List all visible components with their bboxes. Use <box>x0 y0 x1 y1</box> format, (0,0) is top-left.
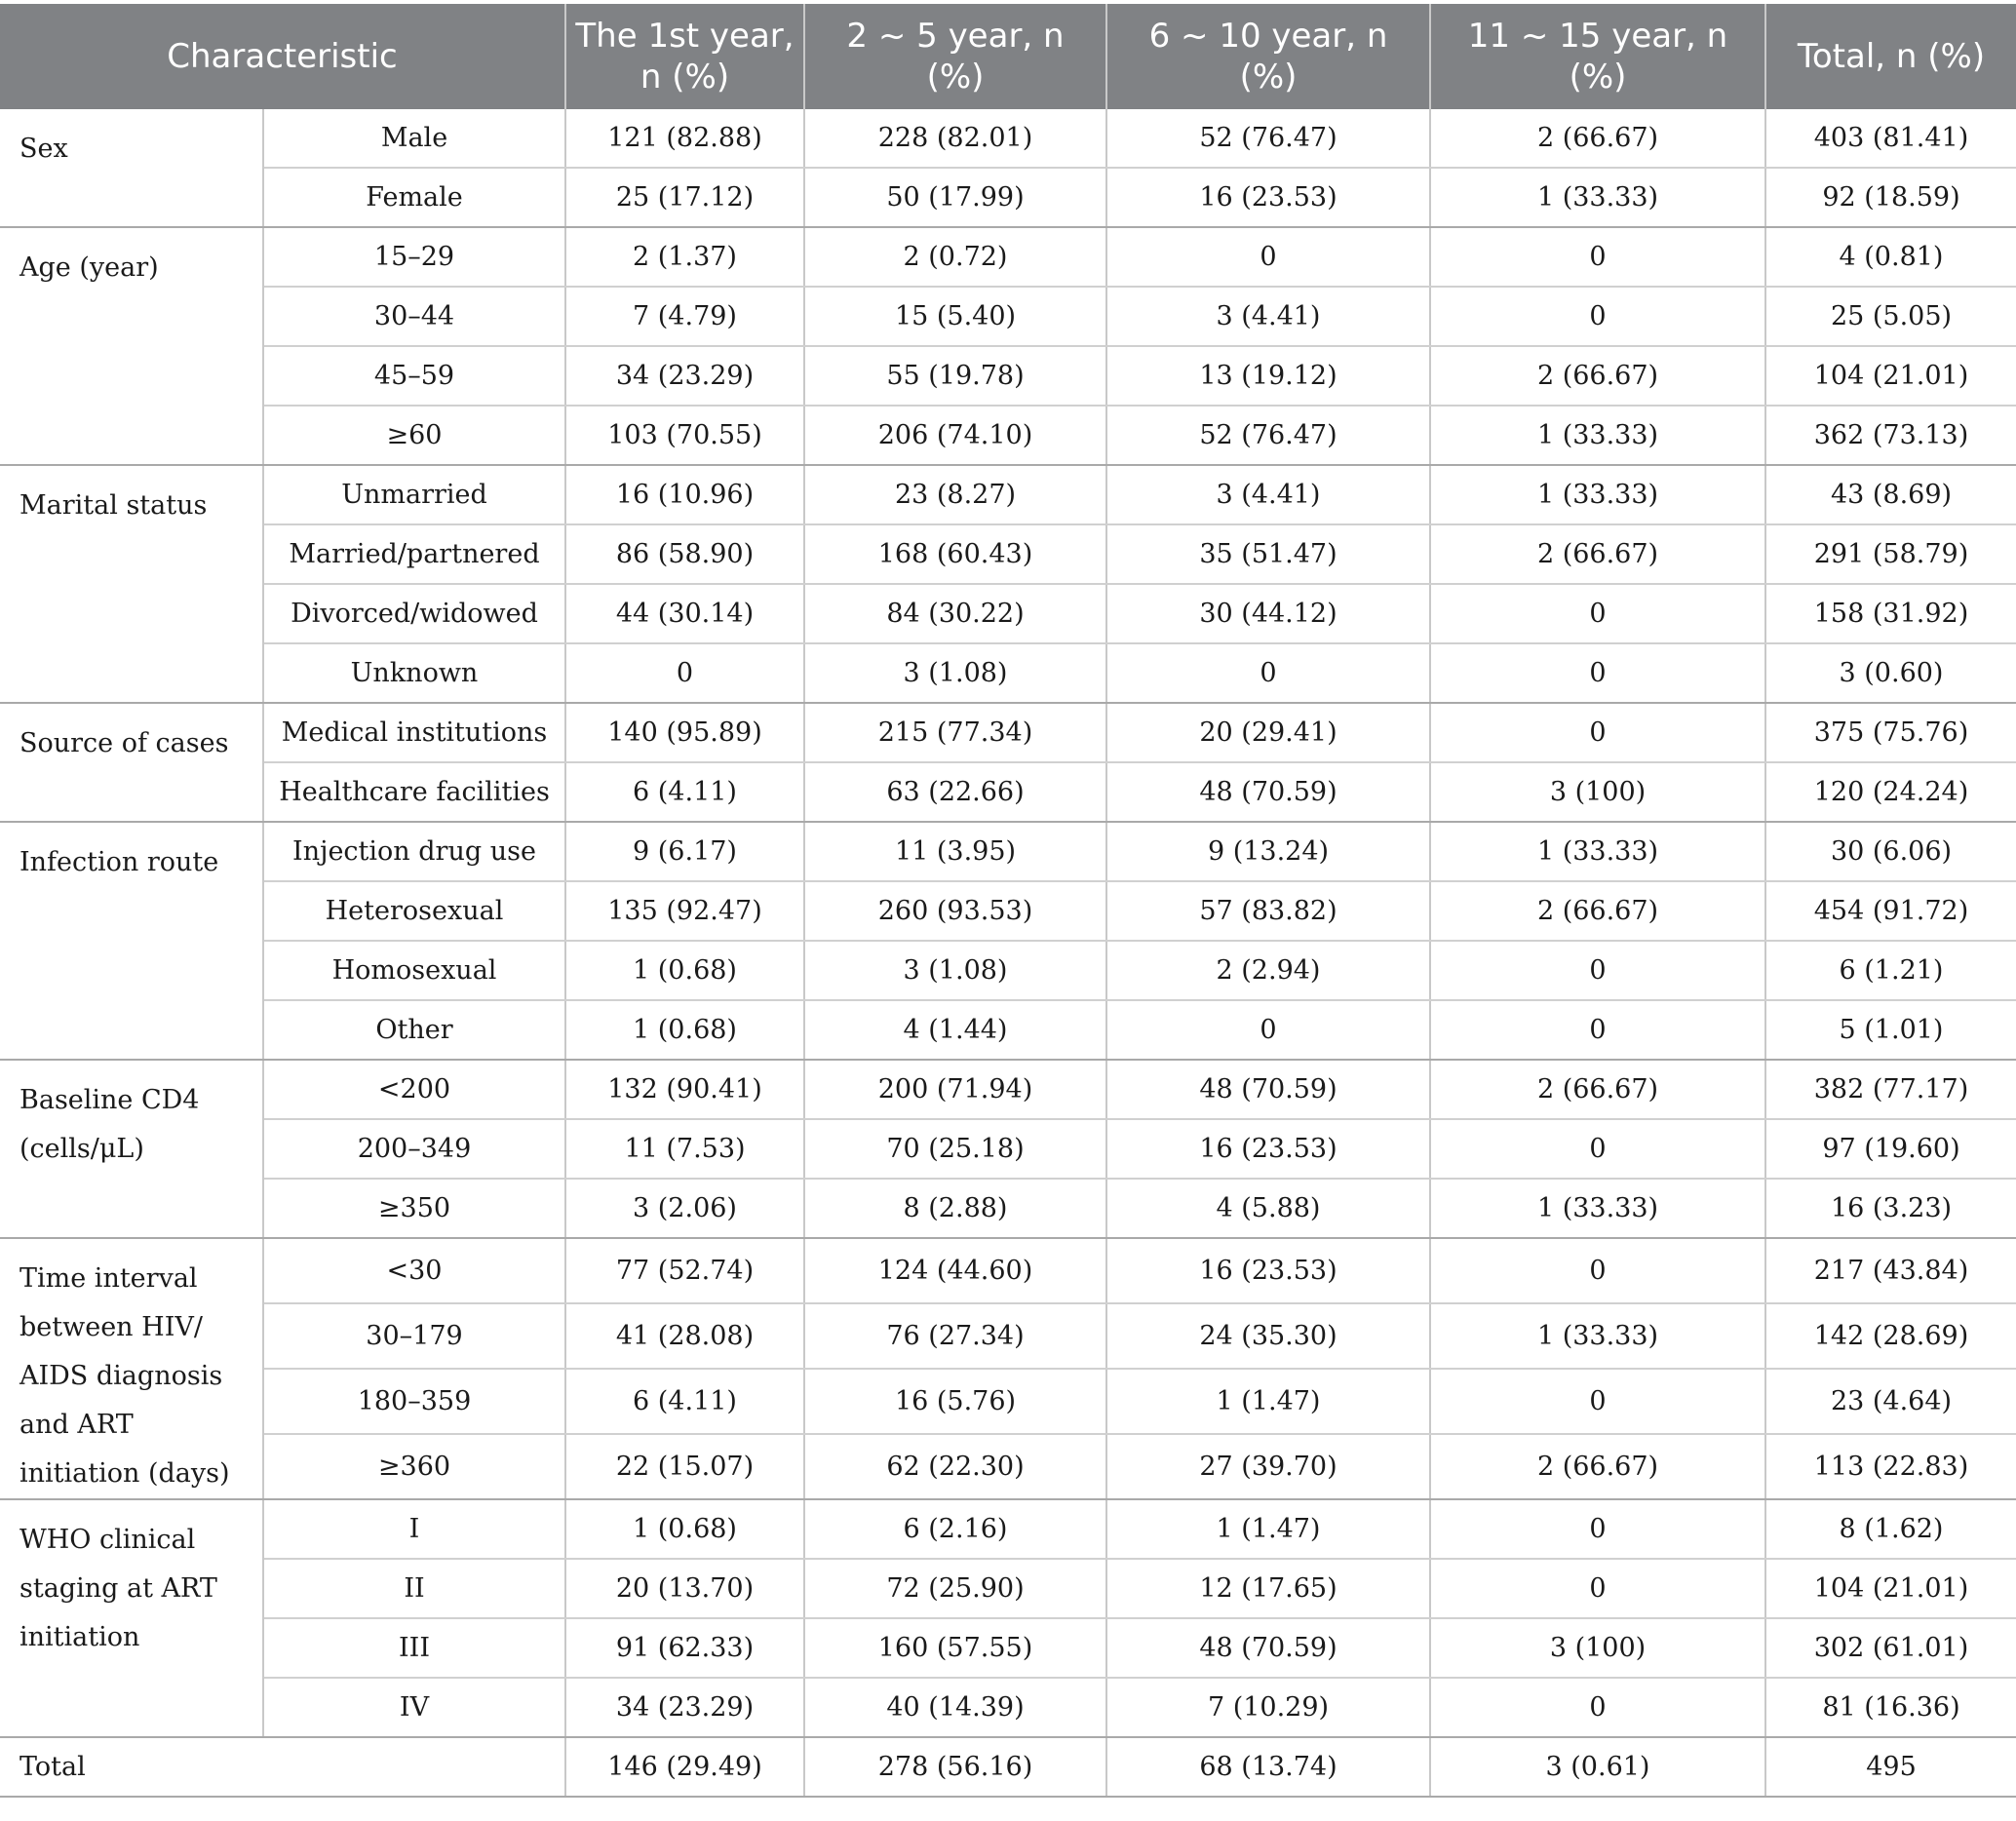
value-cell: 158 (31.92) <box>1765 584 2016 643</box>
value-cell: 2 (2.94) <box>1106 941 1430 1000</box>
value-cell: 3 (4.41) <box>1106 287 1430 346</box>
value-cell: 52 (76.47) <box>1106 109 1430 168</box>
value-cell: 48 (70.59) <box>1106 1618 1430 1678</box>
value-cell: 6 (2.16) <box>804 1499 1106 1559</box>
value-cell: 3 (100) <box>1430 1618 1765 1678</box>
value-cell: 72 (25.90) <box>804 1559 1106 1618</box>
subcategory-label: IV <box>263 1678 565 1737</box>
table-row <box>0 227 2016 287</box>
value-cell: 70 (25.18) <box>804 1119 1106 1179</box>
table-row <box>0 1303 2016 1369</box>
value-cell: 43 (8.69) <box>1765 465 2016 524</box>
value-cell: 57 (83.82) <box>1106 881 1430 941</box>
value-cell: 0 <box>1106 227 1430 287</box>
value-cell: 55 (19.78) <box>804 346 1106 406</box>
value-cell: 7 (4.79) <box>565 287 804 346</box>
value-cell: 1 (1.47) <box>1106 1499 1430 1559</box>
value-cell: 27 (39.70) <box>1106 1434 1430 1499</box>
table-body <box>0 109 2016 1797</box>
value-cell: 23 (4.64) <box>1765 1369 2016 1434</box>
value-cell: 0 <box>1430 1238 1765 1303</box>
value-cell: 16 (5.76) <box>804 1369 1106 1434</box>
table-row <box>0 584 2016 643</box>
header-row <box>0 4 2016 109</box>
value-cell: 76 (27.34) <box>804 1303 1106 1369</box>
subcategory-label: 30–44 <box>263 287 565 346</box>
total-value-cell: 146 (29.49) <box>565 1737 804 1797</box>
table-row <box>0 1559 2016 1618</box>
value-cell: 103 (70.55) <box>565 406 804 465</box>
subcategory-label: Other <box>263 1000 565 1060</box>
value-cell: 86 (58.90) <box>565 524 804 584</box>
value-cell: 168 (60.43) <box>804 524 1106 584</box>
value-cell: 120 (24.24) <box>1765 762 2016 822</box>
value-cell: 7 (10.29) <box>1106 1678 1430 1737</box>
value-cell: 6 (1.21) <box>1765 941 2016 1000</box>
total-value-cell: 495 <box>1765 1737 2016 1797</box>
table-row <box>0 524 2016 584</box>
category-label: Age (year) <box>0 227 263 465</box>
value-cell: 302 (61.01) <box>1765 1618 2016 1678</box>
value-cell: 8 (2.88) <box>804 1179 1106 1238</box>
value-cell: 6 (4.11) <box>565 762 804 822</box>
value-cell: 3 (0.60) <box>1765 643 2016 703</box>
table-row <box>0 346 2016 406</box>
value-cell: 0 <box>1430 703 1765 762</box>
value-cell: 375 (75.76) <box>1765 703 2016 762</box>
value-cell: 217 (43.84) <box>1765 1238 2016 1303</box>
header-total: Total, n (%) <box>1765 4 2016 109</box>
value-cell: 48 (70.59) <box>1106 762 1430 822</box>
value-cell: 4 (5.88) <box>1106 1179 1430 1238</box>
value-cell: 0 <box>1430 227 1765 287</box>
value-cell: 3 (4.41) <box>1106 465 1430 524</box>
header-characteristic: Characteristic <box>0 4 565 109</box>
subcategory-label: Divorced/widowed <box>263 584 565 643</box>
table-row <box>0 1238 2016 1303</box>
value-cell: 291 (58.79) <box>1765 524 2016 584</box>
value-cell: 13 (19.12) <box>1106 346 1430 406</box>
value-cell: 9 (6.17) <box>565 822 804 881</box>
table-row <box>0 1369 2016 1434</box>
value-cell: 2 (66.67) <box>1430 1060 1765 1119</box>
table-row <box>0 941 2016 1000</box>
value-cell: 16 (23.53) <box>1106 1238 1430 1303</box>
subcategory-label: Injection drug use <box>263 822 565 881</box>
total-value-cell: 68 (13.74) <box>1106 1737 1430 1797</box>
value-cell: 15 (5.40) <box>804 287 1106 346</box>
value-cell: 0 <box>1430 1559 1765 1618</box>
subcategory-label: Heterosexual <box>263 881 565 941</box>
value-cell: 0 <box>1430 1499 1765 1559</box>
table-row <box>0 1618 2016 1678</box>
value-cell: 0 <box>1106 1000 1430 1060</box>
value-cell: 8 (1.62) <box>1765 1499 2016 1559</box>
table-row <box>0 1678 2016 1737</box>
value-cell: 34 (23.29) <box>565 1678 804 1737</box>
category-label: Baseline CD4 (cells/μL) <box>0 1060 263 1238</box>
subcategory-label: 30–179 <box>263 1303 565 1369</box>
value-cell: 92 (18.59) <box>1765 168 2016 227</box>
value-cell: 0 <box>1430 1119 1765 1179</box>
subcategory-label: 180–359 <box>263 1369 565 1434</box>
total-value-cell: 278 (56.16) <box>804 1737 1106 1797</box>
value-cell: 16 (10.96) <box>565 465 804 524</box>
subcategory-label: <30 <box>263 1238 565 1303</box>
value-cell: 3 (2.06) <box>565 1179 804 1238</box>
table-row <box>0 1499 2016 1559</box>
value-cell: 2 (66.67) <box>1430 1434 1765 1499</box>
value-cell: 206 (74.10) <box>804 406 1106 465</box>
subcategory-label: 45–59 <box>263 346 565 406</box>
category-label: Source of cases <box>0 703 263 822</box>
value-cell: 48 (70.59) <box>1106 1060 1430 1119</box>
subcategory-label: Healthcare facilities <box>263 762 565 822</box>
category-label: Infection route <box>0 822 263 1060</box>
subcategory-label: Unmarried <box>263 465 565 524</box>
subcategory-label: III <box>263 1618 565 1678</box>
value-cell: 1 (33.33) <box>1430 465 1765 524</box>
value-cell: 97 (19.60) <box>1765 1119 2016 1179</box>
value-cell: 0 <box>1106 643 1430 703</box>
value-cell: 1 (0.68) <box>565 1499 804 1559</box>
value-cell: 25 (17.12) <box>565 168 804 227</box>
value-cell: 0 <box>1430 941 1765 1000</box>
table-row <box>0 822 2016 881</box>
category-label: Time interval between HIV/ AIDS diagnosis and ART initiation (days) <box>0 1238 263 1499</box>
table-row <box>0 465 2016 524</box>
value-cell: 6 (4.11) <box>565 1369 804 1434</box>
value-cell: 35 (51.47) <box>1106 524 1430 584</box>
table-row <box>0 1434 2016 1499</box>
value-cell: 50 (17.99) <box>804 168 1106 227</box>
value-cell: 1 (33.33) <box>1430 168 1765 227</box>
value-cell: 11 (7.53) <box>565 1119 804 1179</box>
value-cell: 1 (33.33) <box>1430 822 1765 881</box>
value-cell: 23 (8.27) <box>804 465 1106 524</box>
header-2-5-year: 2 ~ 5 year, n (%) <box>804 4 1106 109</box>
value-cell: 0 <box>1430 1369 1765 1434</box>
subcategory-label: <200 <box>263 1060 565 1119</box>
value-cell: 0 <box>1430 1000 1765 1060</box>
table-row <box>0 643 2016 703</box>
subcategory-label: Female <box>263 168 565 227</box>
table-row <box>0 287 2016 346</box>
value-cell: 0 <box>1430 287 1765 346</box>
value-cell: 0 <box>1430 1678 1765 1737</box>
value-cell: 121 (82.88) <box>565 109 804 168</box>
value-cell: 84 (30.22) <box>804 584 1106 643</box>
value-cell: 11 (3.95) <box>804 822 1106 881</box>
value-cell: 22 (15.07) <box>565 1434 804 1499</box>
value-cell: 34 (23.29) <box>565 346 804 406</box>
subcategory-label: 15–29 <box>263 227 565 287</box>
value-cell: 3 (100) <box>1430 762 1765 822</box>
value-cell: 2 (0.72) <box>804 227 1106 287</box>
table-row <box>0 168 2016 227</box>
value-cell: 12 (17.65) <box>1106 1559 1430 1618</box>
value-cell: 24 (35.30) <box>1106 1303 1430 1369</box>
value-cell: 77 (52.74) <box>565 1238 804 1303</box>
value-cell: 140 (95.89) <box>565 703 804 762</box>
value-cell: 2 (66.67) <box>1430 346 1765 406</box>
value-cell: 1 (33.33) <box>1430 1303 1765 1369</box>
subcategory-label: ≥350 <box>263 1179 565 1238</box>
value-cell: 403 (81.41) <box>1765 109 2016 168</box>
value-cell: 1 (1.47) <box>1106 1369 1430 1434</box>
subcategory-label: 200–349 <box>263 1119 565 1179</box>
header-6-10-year: 6 ~ 10 year, n (%) <box>1106 4 1430 109</box>
table-row <box>0 762 2016 822</box>
value-cell: 4 (1.44) <box>804 1000 1106 1060</box>
value-cell: 16 (23.53) <box>1106 168 1430 227</box>
value-cell: 228 (82.01) <box>804 109 1106 168</box>
value-cell: 2 (66.67) <box>1430 109 1765 168</box>
table-row <box>0 1000 2016 1060</box>
subcategory-label: Unknown <box>263 643 565 703</box>
value-cell: 16 (3.23) <box>1765 1179 2016 1238</box>
value-cell: 142 (28.69) <box>1765 1303 2016 1369</box>
value-cell: 135 (92.47) <box>565 881 804 941</box>
value-cell: 4 (0.81) <box>1765 227 2016 287</box>
subcategory-label: ≥60 <box>263 406 565 465</box>
value-cell: 2 (66.67) <box>1430 881 1765 941</box>
subcategory-label: Homosexual <box>263 941 565 1000</box>
value-cell: 1 (33.33) <box>1430 406 1765 465</box>
value-cell: 132 (90.41) <box>565 1060 804 1119</box>
value-cell: 41 (28.08) <box>565 1303 804 1369</box>
subcategory-label: Male <box>263 109 565 168</box>
table-row <box>0 406 2016 465</box>
value-cell: 9 (13.24) <box>1106 822 1430 881</box>
value-cell: 104 (21.01) <box>1765 346 2016 406</box>
header-11-15-year: 11 ~ 15 year, n (%) <box>1430 4 1765 109</box>
value-cell: 3 (1.08) <box>804 643 1106 703</box>
total-row <box>0 1737 2016 1797</box>
value-cell: 81 (16.36) <box>1765 1678 2016 1737</box>
value-cell: 260 (93.53) <box>804 881 1106 941</box>
value-cell: 1 (0.68) <box>565 941 804 1000</box>
value-cell: 2 (66.67) <box>1430 524 1765 584</box>
subcategory-label: I <box>263 1499 565 1559</box>
table-row <box>0 881 2016 941</box>
value-cell: 0 <box>565 643 804 703</box>
value-cell: 362 (73.13) <box>1765 406 2016 465</box>
value-cell: 40 (14.39) <box>804 1678 1106 1737</box>
value-cell: 0 <box>1430 643 1765 703</box>
table-row <box>0 1060 2016 1119</box>
value-cell: 113 (22.83) <box>1765 1434 2016 1499</box>
value-cell: 3 (1.08) <box>804 941 1106 1000</box>
value-cell: 215 (77.34) <box>804 703 1106 762</box>
table-row <box>0 1179 2016 1238</box>
total-value-cell: 3 (0.61) <box>1430 1737 1765 1797</box>
category-label: WHO clinical staging at ART initiation <box>0 1499 263 1737</box>
header-first-year: The 1st year, n (%) <box>565 4 804 109</box>
value-cell: 52 (76.47) <box>1106 406 1430 465</box>
value-cell: 200 (71.94) <box>804 1060 1106 1119</box>
value-cell: 20 (13.70) <box>565 1559 804 1618</box>
value-cell: 30 (44.12) <box>1106 584 1430 643</box>
category-label: Marital status <box>0 465 263 703</box>
total-label: Total <box>0 1737 565 1797</box>
value-cell: 1 (0.68) <box>565 1000 804 1060</box>
table-row <box>0 109 2016 168</box>
value-cell: 1 (33.33) <box>1430 1179 1765 1238</box>
value-cell: 16 (23.53) <box>1106 1119 1430 1179</box>
value-cell: 5 (1.01) <box>1765 1000 2016 1060</box>
value-cell: 30 (6.06) <box>1765 822 2016 881</box>
subcategory-label: II <box>263 1559 565 1618</box>
table-row <box>0 1119 2016 1179</box>
subcategory-label: Medical institutions <box>263 703 565 762</box>
subcategory-label: Married/partnered <box>263 524 565 584</box>
value-cell: 20 (29.41) <box>1106 703 1430 762</box>
value-cell: 25 (5.05) <box>1765 287 2016 346</box>
value-cell: 382 (77.17) <box>1765 1060 2016 1119</box>
value-cell: 454 (91.72) <box>1765 881 2016 941</box>
value-cell: 104 (21.01) <box>1765 1559 2016 1618</box>
value-cell: 63 (22.66) <box>804 762 1106 822</box>
value-cell: 44 (30.14) <box>565 584 804 643</box>
value-cell: 124 (44.60) <box>804 1238 1106 1303</box>
value-cell: 0 <box>1430 584 1765 643</box>
value-cell: 2 (1.37) <box>565 227 804 287</box>
value-cell: 62 (22.30) <box>804 1434 1106 1499</box>
value-cell: 91 (62.33) <box>565 1618 804 1678</box>
subcategory-label: ≥360 <box>263 1434 565 1499</box>
category-label: Sex <box>0 109 263 227</box>
value-cell: 160 (57.55) <box>804 1618 1106 1678</box>
characteristics-table <box>0 4 2016 1798</box>
table-row <box>0 703 2016 762</box>
